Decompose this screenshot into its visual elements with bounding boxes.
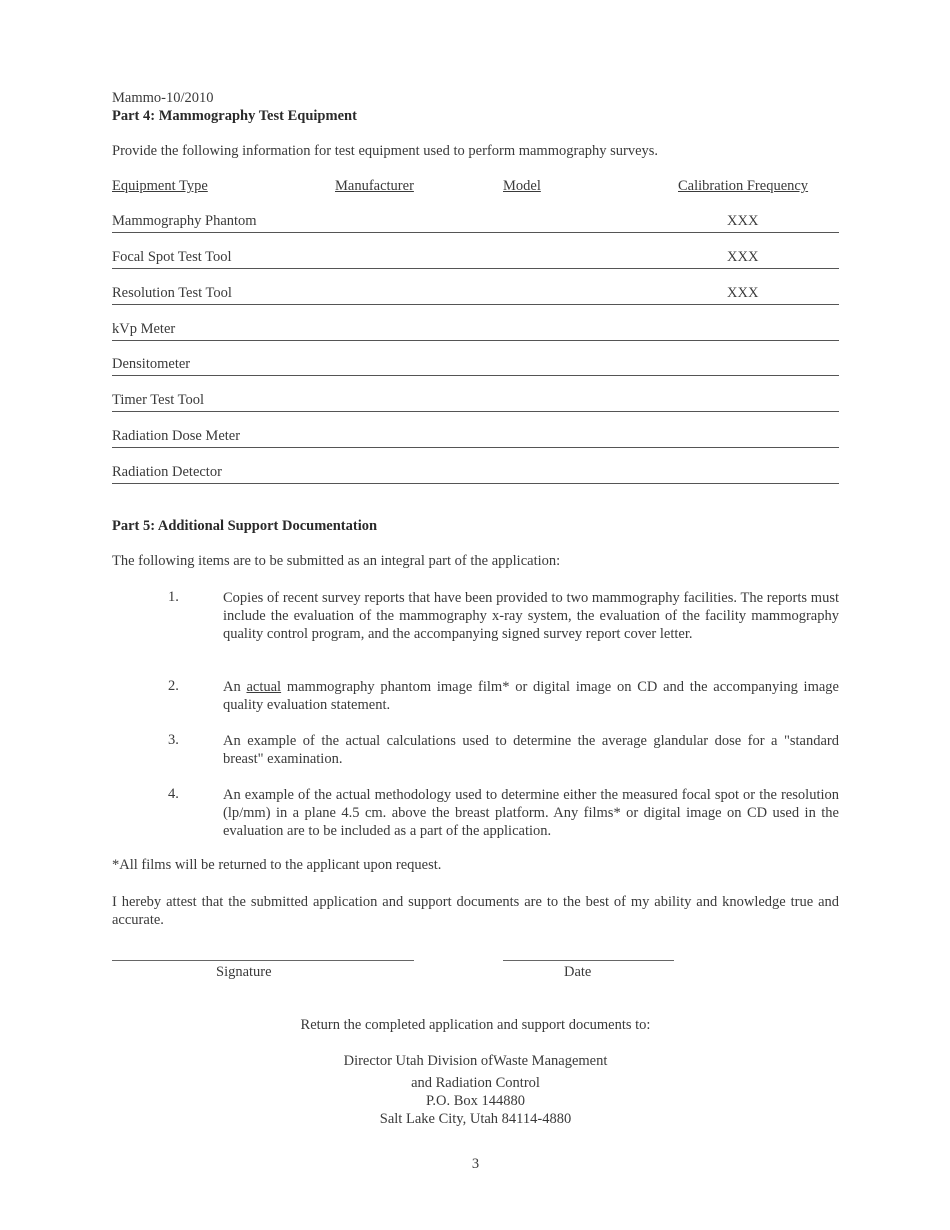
equipment-label: Densitometer — [112, 356, 191, 372]
equipment-row-focal-spot-test-tool[interactable] — [112, 248, 839, 269]
signature-label: Signature — [216, 964, 272, 980]
list-item-text: An example of the actual calculations used to determine the average glandular dose for a "standard breast" examination. — [223, 733, 839, 767]
list-item-number: 1. — [168, 589, 179, 605]
list-item-number: 4. — [168, 786, 179, 802]
return-address-line3: P.O. Box 144880 — [425, 1093, 526, 1109]
equipment-label: Resolution Test Tool — [112, 285, 232, 301]
underlined-word: actual — [246, 679, 282, 695]
equipment-row-mammography-phantom[interactable] — [112, 212, 839, 233]
calibration-value: XXX — [727, 285, 759, 301]
part5-title: Part 5: Additional Support Documentation — [112, 518, 378, 534]
equipment-row-radiation-dose-meter[interactable] — [112, 427, 839, 448]
list-item-text: An example of the actual methodology used to determine either the measured focal spot or the resolution (lp/mm) in a plane 4.5 cm. above the breast platform. Any films* or digital image on CD used in the evaluation are to be included as a part of the application. — [223, 787, 839, 839]
part4-intro: Provide the following information for test equipment used to perform mammography surveys. — [112, 143, 659, 159]
list-item-text: An actual mammography phantom image film* or digital image on CD and the accompanying image quality evaluation statement. — [223, 679, 839, 713]
column-header-calibration-frequency: Calibration Frequency — [678, 178, 809, 194]
equipment-label: kVp Meter — [112, 321, 176, 337]
return-address-line4: Salt Lake City, Utah 84114-4880 — [379, 1111, 572, 1127]
column-header-manufacturer: Manufacturer — [335, 178, 414, 194]
equipment-row-radiation-detector[interactable] — [112, 463, 839, 484]
calibration-value: XXX — [727, 213, 759, 229]
return-address-line1: Director Utah Division ofWaste Management — [343, 1053, 608, 1069]
calibration-value: XXX — [727, 249, 759, 265]
date-label: Date — [564, 964, 592, 980]
form-id: Mammo-10/2010 — [112, 90, 214, 106]
equipment-label: Focal Spot Test Tool — [112, 249, 232, 265]
list-item-number: 2. — [168, 678, 179, 694]
page-number: 3 — [471, 1156, 480, 1172]
equipment-row-densitometer[interactable] — [112, 355, 839, 376]
date-line[interactable] — [503, 960, 674, 961]
equipment-label: Mammography Phantom — [112, 213, 257, 229]
part4-title: Part 4: Mammography Test Equipment — [112, 108, 357, 124]
equipment-label: Timer Test Tool — [112, 392, 204, 408]
films-footnote: *All films will be returned to the applicant upon request. — [112, 857, 442, 873]
list-item-number: 3. — [168, 732, 179, 748]
return-address-line2: and Radiation Control — [411, 1075, 540, 1091]
equipment-row-kvp-meter[interactable] — [112, 320, 839, 341]
return-intro: Return the completed application and support documents to: — [300, 1017, 651, 1033]
equipment-row-resolution-test-tool[interactable] — [112, 284, 839, 305]
part5-intro: The following items are to be submitted as an integral part of the application: — [112, 553, 561, 569]
column-header-model: Model — [503, 178, 541, 194]
column-header-equipment-type: Equipment Type — [112, 178, 208, 194]
list-item-text: Copies of recent survey reports that have been provided to two mammography facilities. The reports must include the evaluation of the mammography x-ray system, the evaluation of the facility mammography quality control program, and the accompanying signed survey report cover letter. — [223, 590, 839, 642]
equipment-label: Radiation Dose Meter — [112, 428, 241, 444]
equipment-label: Radiation Detector — [112, 464, 222, 480]
attestation-statement: I hereby attest that the submitted application and support documents are to the best of my ability and knowledge true and accurate. — [112, 894, 839, 928]
document-page — [112, 0, 839, 1230]
signature-line[interactable] — [112, 960, 414, 961]
equipment-row-timer-test-tool[interactable] — [112, 391, 839, 412]
